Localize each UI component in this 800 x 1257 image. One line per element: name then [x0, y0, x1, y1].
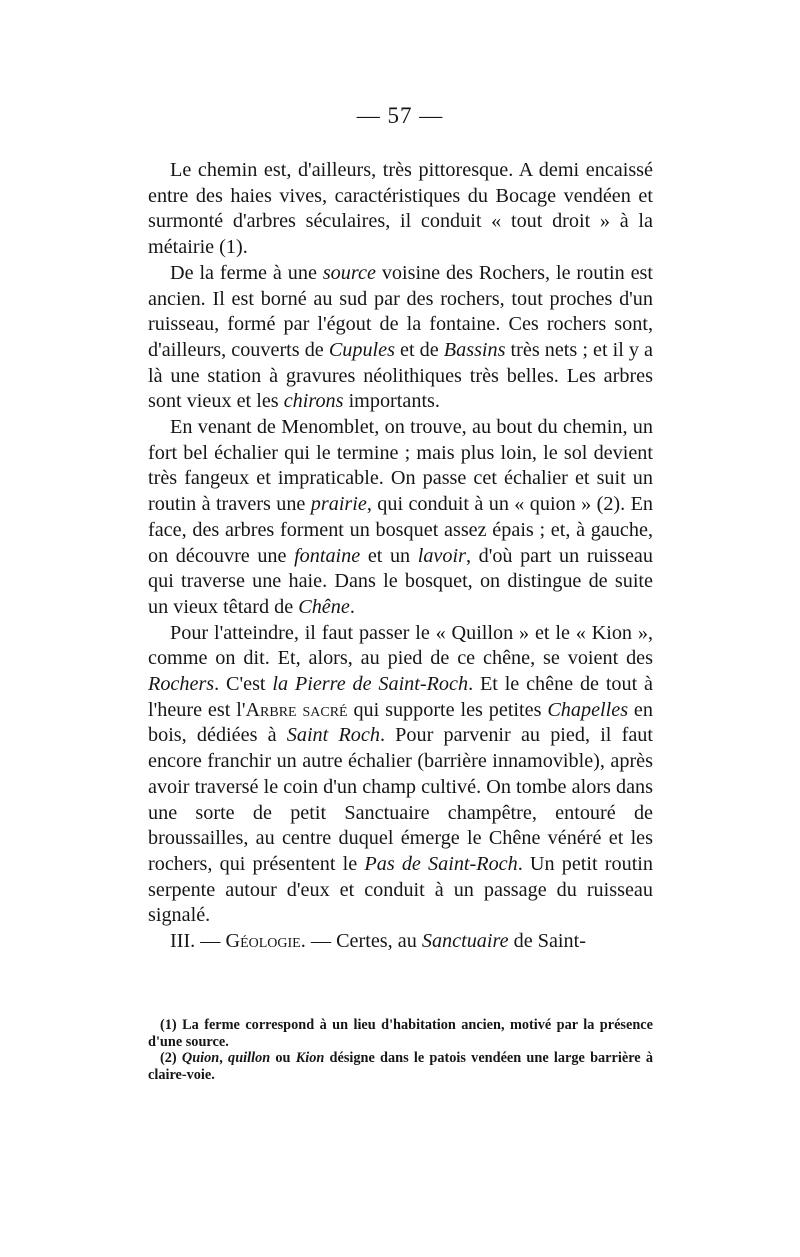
italic-run: Saint Roch	[286, 724, 380, 747]
italic-run: prairie	[310, 493, 367, 516]
text-run: voisine des Rochers, le routin est ancien. Il est borné au sud par des rochers, tout proches d'un ruisseau, formé par l'égout de la fontaine. Ces rochers sont, d'ailleurs, couverts de	[148, 261, 653, 361]
italic-run: Quion	[181, 1050, 220, 1066]
small-caps-run: Arbre sacré	[245, 698, 348, 721]
text-run: De la ferme à une	[170, 261, 323, 284]
text-run: très nets ; et il y a là une station à gravures néolithiques très belles. Les arbres sont vieux et les	[148, 338, 653, 413]
text-run: et un	[360, 544, 418, 567]
body-text	[148, 158, 653, 955]
text-run: ou	[270, 1050, 296, 1066]
text-run: . Un petit routin serpente autour d'eux et conduit à un passage du ruisseau signalé.	[148, 852, 654, 927]
italic-run: Chapelles	[547, 698, 629, 721]
italic-run: Bassins	[443, 338, 506, 361]
small-caps-run: Géologie	[225, 930, 301, 953]
text-run: . — Certes, au	[300, 930, 422, 953]
italic-run: Rochers	[148, 673, 215, 696]
footnote-2	[148, 1050, 653, 1083]
text-run: En venant de Menomblet, on trouve, au bout du chemin, un fort bel échalier qui le termine ; mais plus loin, le sol devient très fangeux et impraticable. On passe cet échalier et suit un routin à travers une	[148, 416, 653, 516]
text-run: . C'est	[214, 673, 273, 696]
italic-run: lavoir	[417, 544, 466, 567]
text-run: , d'où part un ruisseau qui traverse une haie. Dans le bosquet, on distingue de suite un vieux têtard de	[148, 544, 653, 618]
italic-run: Cupules	[328, 338, 395, 361]
text-run: .	[349, 595, 355, 618]
text-run: de Saint-	[508, 930, 586, 953]
italic-run: Pas de Saint-Roch	[364, 852, 518, 875]
paragraph-pierre-saint-roch	[148, 621, 653, 929]
text-run: en bois, dédiées à	[148, 698, 653, 747]
italic-run: la Pierre de Saint-Roch	[272, 673, 469, 696]
text-run: III. —	[170, 930, 226, 953]
italic-run: Sanctuaire	[421, 930, 509, 953]
text-run: ,	[219, 1050, 229, 1066]
text-run: (2)	[160, 1050, 182, 1066]
italic-run: quillon	[228, 1050, 271, 1066]
paragraph-geologie	[148, 929, 653, 955]
text-run: et de	[394, 338, 444, 361]
text-run: importants.	[343, 390, 440, 413]
text-run: . Pour parvenir au pied, il faut encore franchir un autre échalier (barrière innamovible), après avoir traversé le coin d'un champ cultivé. On tombe alors dans une sorte de petit Sanctuaire champêtre, entouré de broussailles, au centre duquel émerge le Chêne vénéré et les rochers, qui présentent le	[148, 724, 653, 875]
paragraph-chemin	[148, 158, 653, 261]
italic-run: Chêne	[298, 595, 350, 618]
text-run: Pour l'atteindre, il faut passer le « Quillon » et le « Kion », comme on dit. Et, alors, au pied de ce chêne, se voient des	[148, 621, 653, 670]
text-run: . Et le chêne de tout à l'heure est l'	[148, 673, 653, 721]
footnotes	[148, 1017, 653, 1083]
paragraph-menomblet	[148, 415, 653, 621]
text-run: qui supporte les petites	[347, 698, 548, 721]
page-number: — 57 —	[356, 103, 444, 128]
italic-run: chirons	[283, 390, 344, 413]
italic-run: fontaine	[294, 544, 361, 567]
paragraph-ferme	[148, 261, 653, 415]
footnote-1	[148, 1017, 653, 1050]
text-run: désigne dans le patois vendéen une large barrière à claire-voie.	[148, 1050, 653, 1083]
italic-run: source	[322, 261, 376, 284]
italic-run: Kion	[295, 1050, 325, 1066]
text-run: (1) La ferme correspond à un lieu d'habitation ancien, motivé par la présence d'une source.	[148, 1017, 653, 1050]
text-run: Le chemin est, d'ailleurs, très pittoresque. A demi encaissé entre des haies vives, caractéristiques du Bocage vendéen et surmonté d'arbres séculaires, il conduit « tout droit » à la métairie (1).	[148, 159, 653, 259]
text-run: , qui conduit à un « quion » (2). En face, des arbres forment un bosquet assez épais ; et, à gauche, on découvre une	[148, 493, 653, 567]
